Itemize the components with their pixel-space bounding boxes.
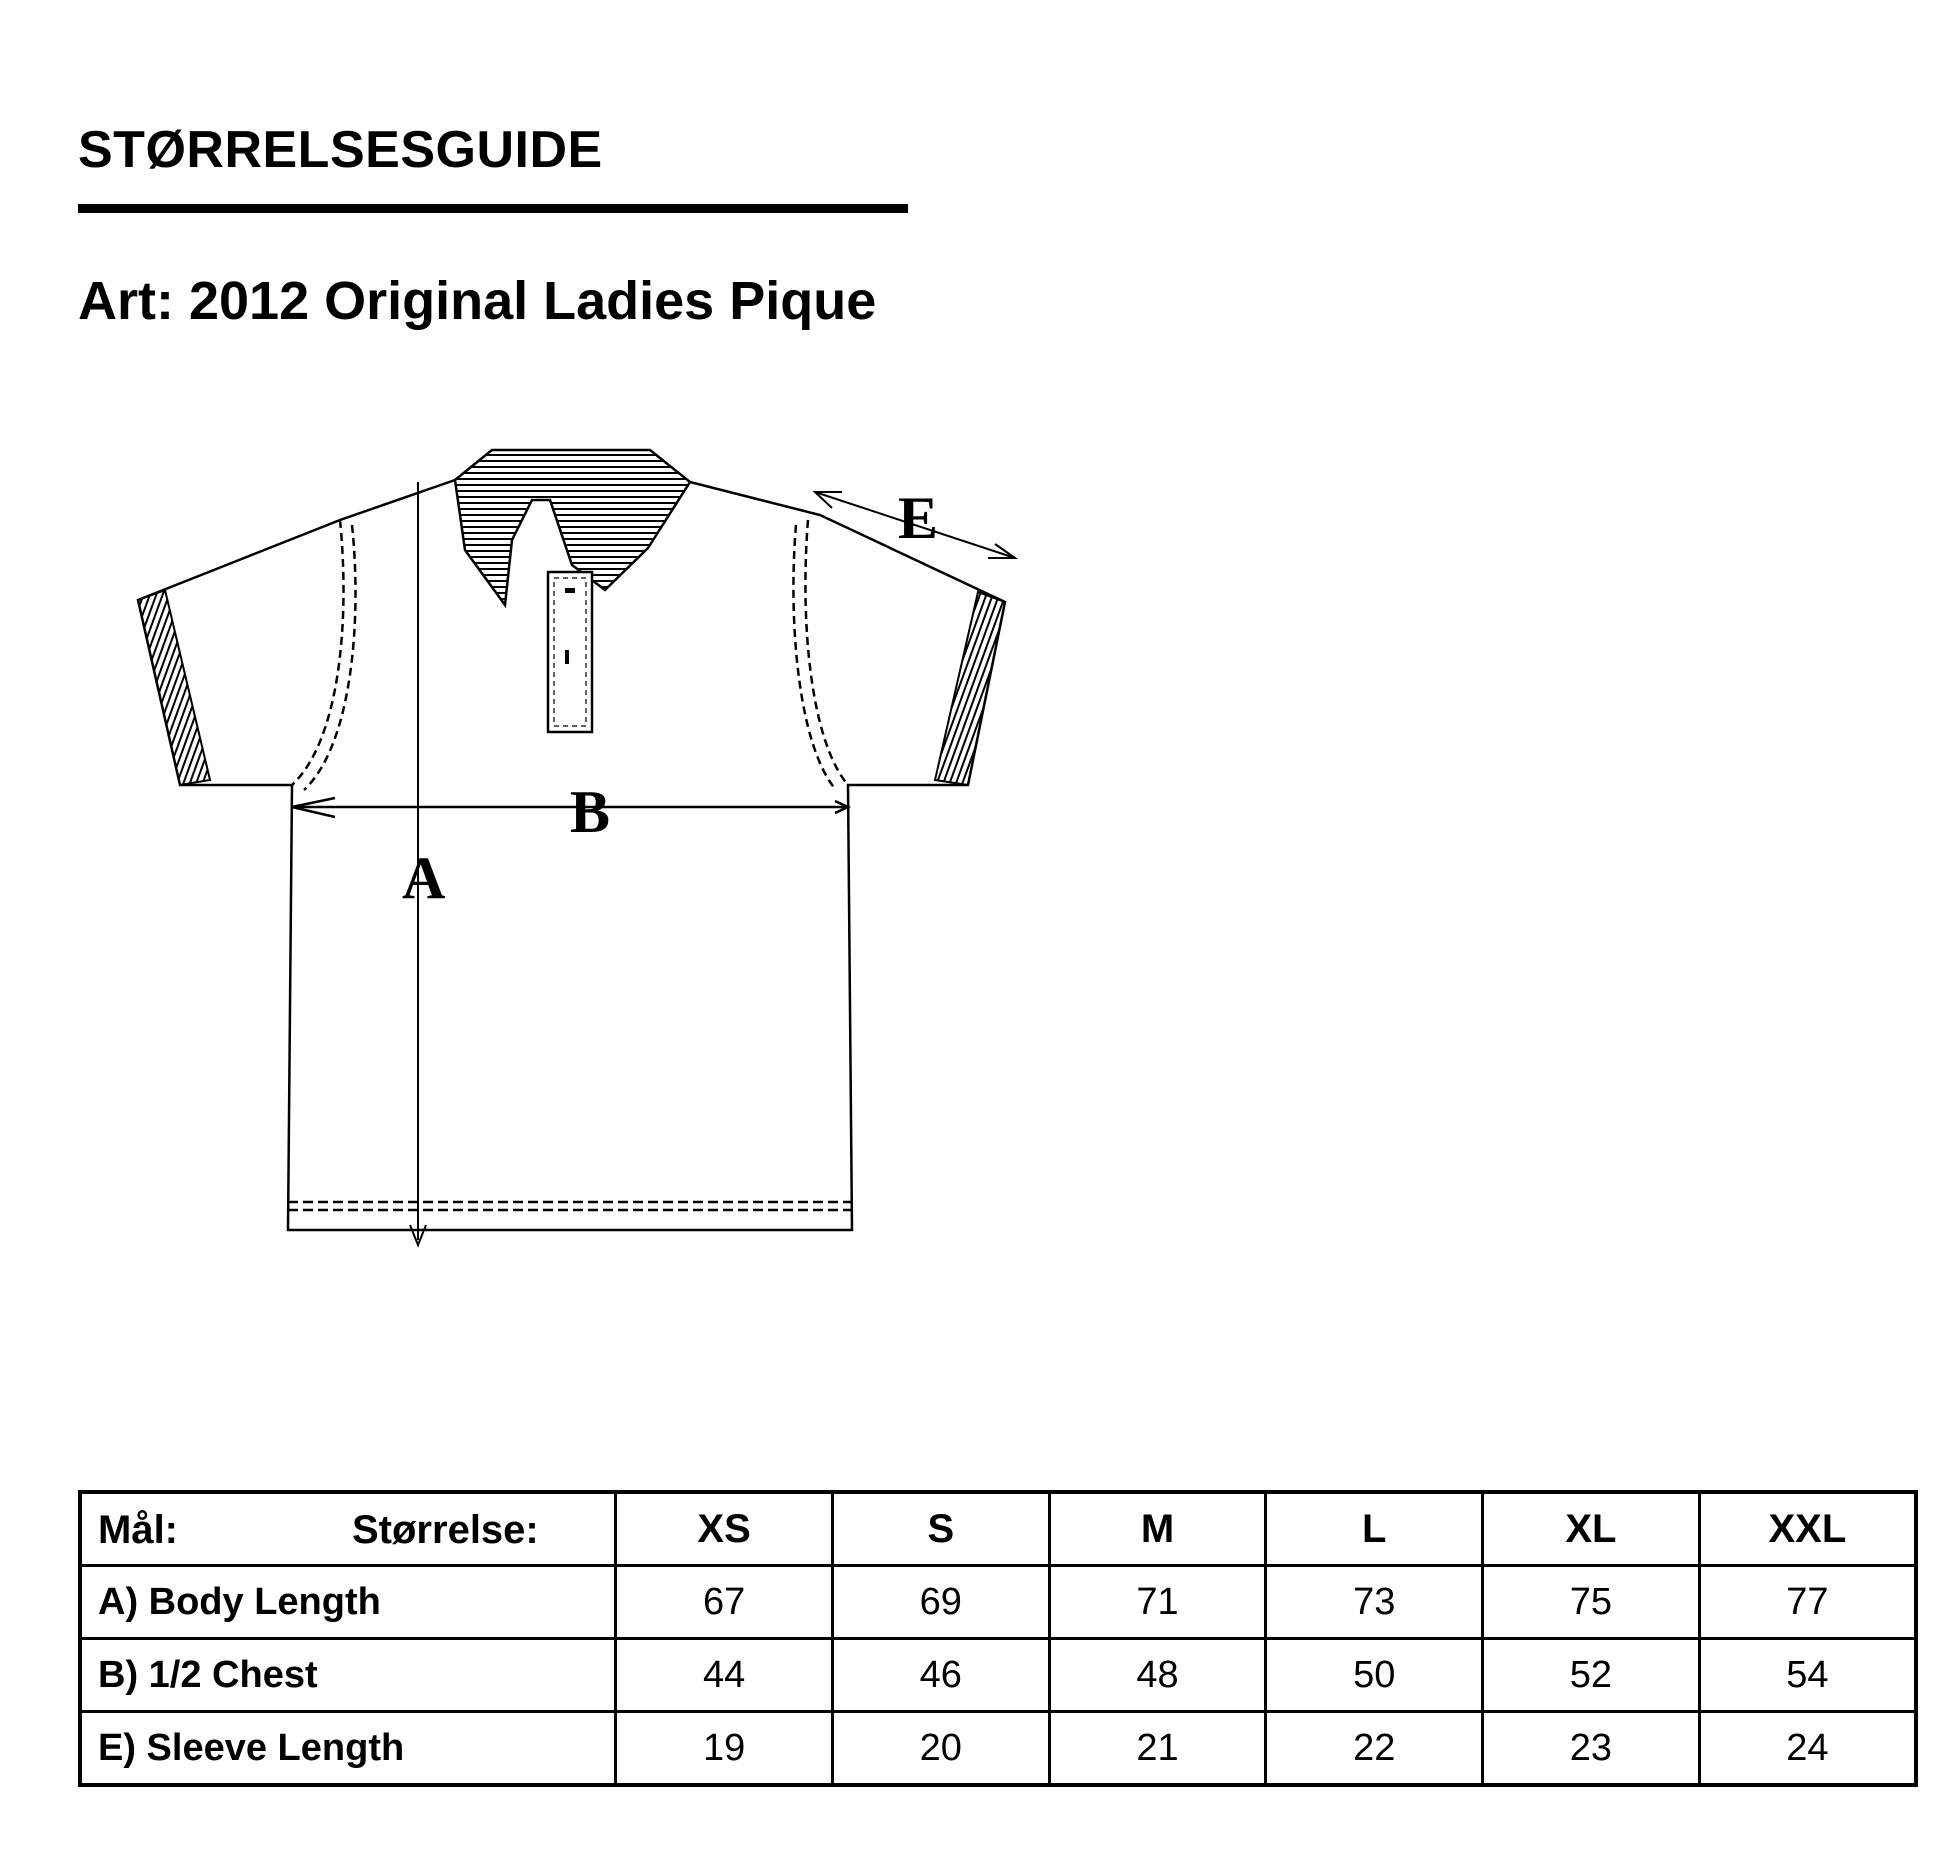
table-cell: 48 <box>1049 1639 1266 1712</box>
table-cell: 44 <box>616 1639 833 1712</box>
size-header: M <box>1049 1492 1266 1566</box>
table-cell: 77 <box>1699 1566 1916 1639</box>
label-a: A <box>402 845 446 911</box>
heading-underline <box>78 204 908 213</box>
header-label-cell <box>80 1492 616 1566</box>
table-cell: 21 <box>1049 1712 1266 1786</box>
table-cell: 75 <box>1483 1566 1700 1639</box>
table-cell: 20 <box>832 1712 1049 1786</box>
table-row <box>80 1566 1916 1639</box>
size-header: XL <box>1483 1492 1700 1566</box>
table-row <box>80 1712 1916 1786</box>
size-header-row <box>80 1492 1916 1566</box>
table-cell: 19 <box>616 1712 833 1786</box>
table-cell: 54 <box>1699 1639 1916 1712</box>
table-cell: 46 <box>832 1639 1049 1712</box>
size-header: XXL <box>1699 1492 1916 1566</box>
size-header: S <box>832 1492 1049 1566</box>
table-row <box>80 1639 1916 1712</box>
table-cell: 73 <box>1266 1566 1483 1639</box>
row-label: B) 1/2 Chest <box>80 1639 616 1712</box>
polo-shirt-diagram <box>120 440 1040 1320</box>
table-cell: 69 <box>832 1566 1049 1639</box>
table-cell: 23 <box>1483 1712 1700 1786</box>
label-e: E <box>898 485 939 551</box>
table-cell: 67 <box>616 1566 833 1639</box>
size-table <box>78 1490 1918 1787</box>
measure-label: Mål: <box>98 1508 178 1552</box>
table-cell: 24 <box>1699 1712 1916 1786</box>
size-header: L <box>1266 1492 1483 1566</box>
left-sleeve-cuff <box>138 590 210 785</box>
row-label: A) Body Length <box>80 1566 616 1639</box>
label-b: B <box>570 779 611 845</box>
size-header: XS <box>616 1492 833 1566</box>
page-heading: STØRRELSESGUIDE <box>78 121 603 179</box>
right-sleeve-cuff <box>935 592 1005 785</box>
table-cell: 50 <box>1266 1639 1483 1712</box>
table-cell: 22 <box>1266 1712 1483 1786</box>
table-cell: 71 <box>1049 1566 1266 1639</box>
size-label: Størrelse: <box>352 1508 539 1552</box>
table-cell: 52 <box>1483 1639 1700 1712</box>
row-label: E) Sleeve Length <box>80 1712 616 1786</box>
article-title: Art: 2012 Original Ladies Pique <box>78 271 877 331</box>
